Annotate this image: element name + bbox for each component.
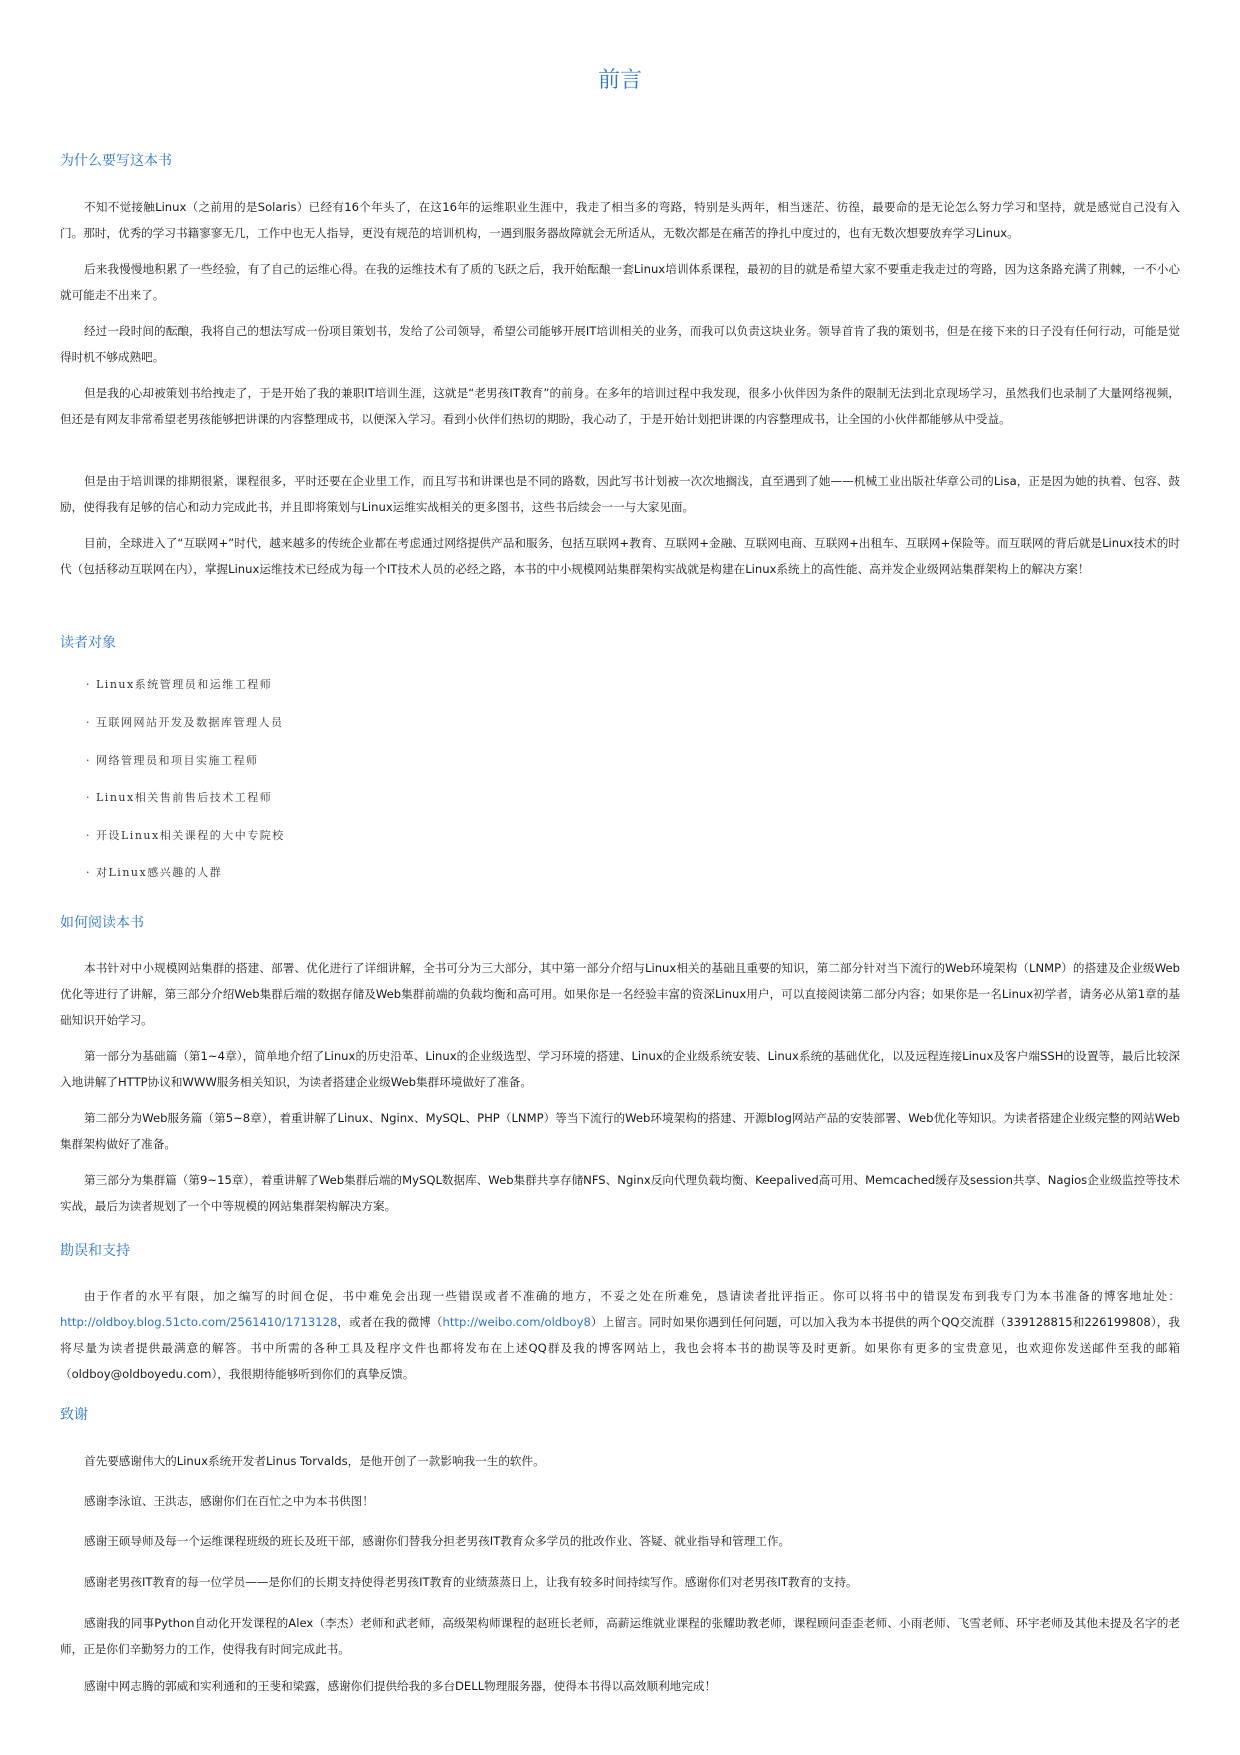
howto-paragraph-4: 第三部分为集群篇（第9~15章），着重讲解了Web集群后端的MySQL数据库、Web集群共享存储NFS、Nginx反向代理负载均衡、Keepalived高可用、Memcached缓存及session共享、Nagios企业级监控等技术实战，最后为读者规划了一个中等规模的网站集群架构解决方案。 bbox=[60, 1173, 1180, 1213]
errata-text-3: ）上留言。同时如果你遇到任何问题，可以加入我为本书提供的两个QQ交流群（339128815和226199808），我将尽量为读者提供最满意的解答。书中所需的各种工具及程序文件也都将发布在上述QQ群及我的博客网站上，我也会将本书的勘误等及时更新。如果你有更多的宝贵意见，也欢迎你发送邮件至我的邮箱（oldboy@oldboyedu.com），我很期待能够听到你们的真挚反馈。 bbox=[60, 1315, 1180, 1381]
page-title: 前言 bbox=[597, 68, 642, 93]
thanks-paragraph-5: 感谢我的同事Python自动化开发课程的Alex（李杰）老师和武老师，高级架构师课程的赵班长老师，高薪运维就业课程的张耀助教老师，课程顾问歪歪老师、小雨老师、飞雪老师、环宇老师及其他未提及名字的老师，正是你们辛勤努力的工作，使得我有时间完成此书。 bbox=[60, 1616, 1180, 1656]
section-heading-why: 为什么要写这本书 bbox=[60, 153, 172, 169]
thanks-paragraph-3: 感谢王硕导师及每一个运维课程班级的班长及班干部，感谢你们替我分担老男孩IT教育众多学员的批改作业、答疑、就业指导和管理工作。 bbox=[84, 1534, 791, 1548]
section-heading-thanks: 致谢 bbox=[60, 1407, 88, 1423]
reader-item: · 网络管理员和项目实施工程师 bbox=[86, 754, 259, 767]
errata-text-1: 由于作者的水平有限，加之编写的时间仓促，书中难免会出现一些错误或者不准确的地方，不妥之处在所难免，恳请读者批评指正。你可以将书中的错误发布到我专门为本书准备的博客地址处： bbox=[84, 1289, 1180, 1303]
why-paragraph-1: 不知不觉接触Linux（之前用的是Solaris）已经有16个年头了，在这16年的运维职业生涯中，我走了相当多的弯路，特别是头两年，相当迷茫、彷徨，最要命的是无论怎么努力学习和坚持，就是感觉自己没有入门。那时，优秀的学习书籍寥寥无几，工作中也无人指导，更没有规范的培训机构，一遇到服务器故障就会无所适从，无数次都是在痛苦的挣扎中度过的，也有无数次想要放弃学习Linux。 bbox=[60, 200, 1180, 240]
why-paragraph-3: 经过一段时间的酝酿，我将自己的想法写成一份项目策划书，发给了公司领导，希望公司能够开展IT培训相关的业务，而我可以负责这块业务。领导首肯了我的策划书，但是在接下来的日子没有任何行动，可能是觉得时机不够成熟吧。 bbox=[60, 324, 1180, 364]
howto-paragraph-2: 第一部分为基础篇（第1~4章），简单地介绍了Linux的历史沿革、Linux的企业级选型、学习环境的搭建、Linux的企业级系统安装、Linux系统的基础优化，以及远程连接Linux及客户端SSH的设置等，最后比较深入地讲解了HTTP协议和WWW服务相关知识，为读者搭建企业级Web集群环境做好了准备。 bbox=[60, 1049, 1180, 1089]
thanks-paragraph-6: 感谢中网志腾的郭威和实利通和的王斐和梁露，感谢你们提供给我的多台DELL物理服务器，使得本书得以高效顺利地完成！ bbox=[84, 1679, 717, 1693]
thanks-paragraph-2: 感谢李泳谊、王洪志，感谢你们在百忙之中为本书供图！ bbox=[84, 1494, 374, 1508]
howto-paragraph-3: 第二部分为Web服务篇（第5~8章），着重讲解了Linux、Nginx、MySQL、PHP（LNMP）等当下流行的Web环境架构的搭建、开源blog网站产品的安装部署、Web优化等知识。为读者搭建企业级完整的网站Web集群架构做好了准备。 bbox=[60, 1111, 1180, 1151]
howto-paragraph-1: 本书针对中小规模网站集群的搭建、部署、优化进行了详细讲解，全书可分为三大部分，其中第一部分介绍与Linux相关的基础且重要的知识，第二部分针对当下流行的Web环境架构（LNMP）的搭建及企业级Web优化等进行了讲解，第三部分介绍Web集群后端的数据存储及Web集群前端的负载均衡和高可用。如果你是一名经验丰富的资深Linux用户，可以直接阅读第二部分内容；如果你是一名Linux初学者，请务必从第1章的基础知识开始学习。 bbox=[60, 961, 1180, 1027]
why-paragraph-6: 目前，全球进入了“互联网+”时代，越来越多的传统企业都在考虑通过网络提供产品和服务，包括互联网+教育、互联网+金融、互联网电商、互联网+出租车、互联网+保险等。而互联网的背后就是Linux技术的时代（包括移动互联网在内），掌握Linux运维技术已经成为每一个IT技术人员的必经之路，本书的中小规模网站集群架构实战就是构建在Linux系统上的高性能、高并发企业级网站集群架构上的解决方案！ bbox=[60, 536, 1180, 576]
section-heading-howto: 如何阅读本书 bbox=[60, 915, 144, 931]
thanks-paragraph-1: 首先要感谢伟大的Linux系统开发者Linus Torvalds，是他开创了一款影响我一生的软件。 bbox=[84, 1454, 545, 1468]
why-paragraph-4: 但是我的心却被策划书给拽走了，于是开始了我的兼职IT培训生涯，这就是“老男孩IT教育”的前身。在多年的培训过程中我发现，很多小伙伴因为条件的限制无法到北京现场学习，虽然我们也录制了大量网络视频，但还是有网友非常希望老男孩能够把讲课的内容整理成书，以便深入学习。看到小伙伴们热切的期盼，我心动了，于是开始计划把讲课的内容整理成书，让全国的小伙伴都能够从中受益。 bbox=[60, 386, 1180, 426]
thanks-paragraph-4: 感谢老男孩IT教育的每一位学员——是你们的长期支持使得老男孩IT教育的业绩蒸蒸日上，让我有较多时间持续写作。感谢你们对老男孩IT教育的支持。 bbox=[84, 1575, 858, 1589]
reader-item: · 开设Linux相关课程的大中专院校 bbox=[86, 829, 285, 842]
section-heading-errata: 勘误和支持 bbox=[60, 1243, 130, 1259]
section-heading-readers: 读者对象 bbox=[60, 635, 116, 651]
why-paragraph-5: 但是由于培训课的排期很紧，课程很多，平时还要在企业里工作，而且写书和讲课也是不同的路数，因此写书计划被一次次地搁浅，直至遇到了她——机械工业出版社华章公司的Lisa，正是因为她的执着、包容、鼓励，使得我有足够的信心和动力完成此书，并且即将策划与Linux运维实战相关的更多图书，这些书后续会一一与大家见面。 bbox=[60, 474, 1180, 514]
blog-link[interactable]: http://oldboy.blog.51cto.com/2561410/1713128 bbox=[60, 1315, 338, 1329]
reader-item: · 对Linux感兴趣的人群 bbox=[86, 866, 223, 879]
errata-paragraph bbox=[60, 1283, 1180, 1387]
reader-item: · Linux相关售前售后技术工程师 bbox=[86, 791, 273, 804]
reader-item: · 互联网网站开发及数据库管理人员 bbox=[86, 716, 284, 729]
weibo-link[interactable]: http://weibo.com/oldboy8 bbox=[442, 1315, 591, 1329]
why-paragraph-2: 后来我慢慢地积累了一些经验，有了自己的运维心得。在我的运维技术有了质的飞跃之后，我开始酝酿一套Linux培训体系课程，最初的目的就是希望大家不要重走我走过的弯路，因为这条路充满了荆棘，一不小心就可能走不出来了。 bbox=[60, 262, 1180, 302]
errata-text-2: ，或者在我的微博（ bbox=[337, 1315, 443, 1329]
reader-item: · Linux系统管理员和运维工程师 bbox=[86, 678, 273, 691]
